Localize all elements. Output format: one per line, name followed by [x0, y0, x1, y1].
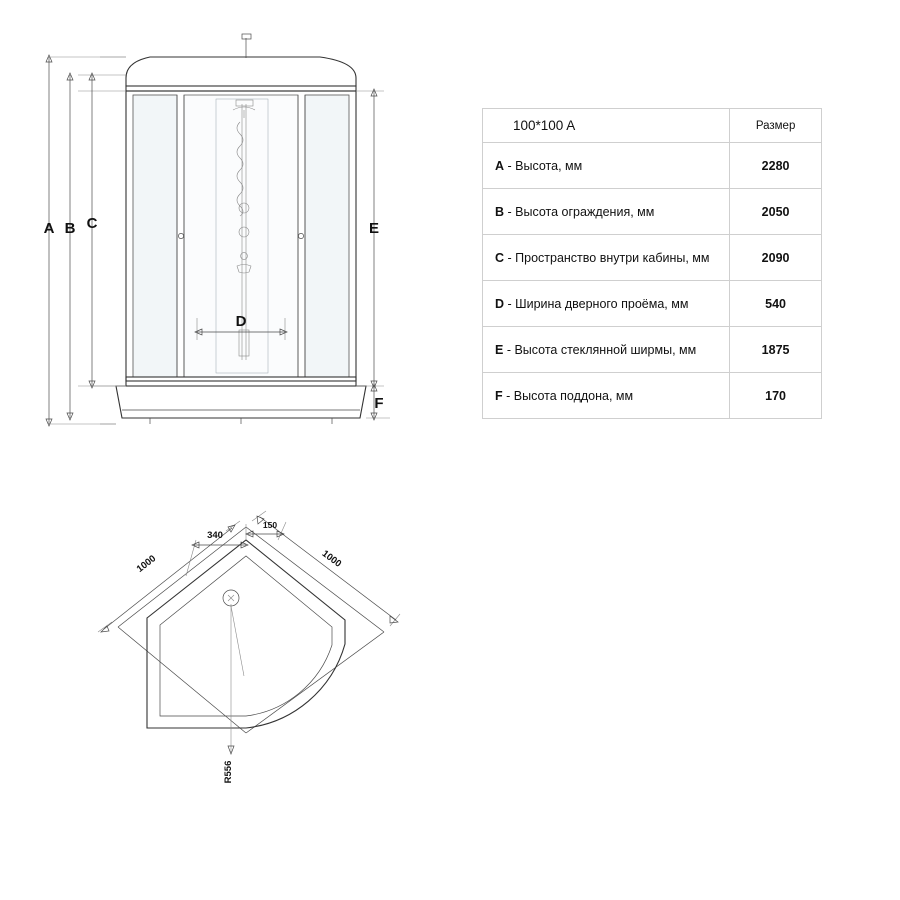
- table-row: [483, 189, 822, 235]
- plan-dim-340: 340: [207, 530, 223, 541]
- table-header-row: [483, 109, 822, 143]
- row-label: - Пространство внутри кабины, мм: [504, 250, 710, 265]
- elevation-dimensions-right: [356, 89, 390, 420]
- dim-label-a: A: [43, 220, 55, 237]
- table-header-size: Размер: [730, 109, 822, 143]
- table-header-model: 100*100 A: [483, 109, 730, 143]
- plan-view: [98, 511, 400, 783]
- table-cell-value: 540: [730, 281, 822, 327]
- row-key: A: [495, 158, 505, 173]
- row-label: - Высота стеклянной ширмы, мм: [503, 342, 697, 357]
- plan-dim-150: 150: [262, 520, 278, 530]
- row-key: E: [495, 342, 504, 357]
- row-key: C: [495, 250, 505, 265]
- plan-outer-boundary: [118, 527, 384, 733]
- elevation-view: [44, 34, 390, 426]
- dim-label-e: E: [368, 220, 380, 237]
- row-key: F: [495, 388, 503, 403]
- table-cell-label: [483, 189, 730, 235]
- door-handle-right: [298, 233, 303, 238]
- row-key: D: [495, 296, 505, 311]
- dim-label-d: D: [235, 313, 247, 330]
- plan-dim-radius: R556: [223, 760, 234, 784]
- cabin-elevation-body: [116, 34, 366, 424]
- row-label: - Высота поддона, мм: [502, 388, 634, 403]
- plan-tray-outline: [146, 538, 345, 728]
- elevation-dimensions-left: [43, 55, 126, 426]
- spec-table: [482, 108, 822, 419]
- table-cell-label: [483, 327, 730, 373]
- table-row: [483, 235, 822, 281]
- plan-dim-1000-right: 1000: [319, 548, 344, 570]
- plan-dim-1000-left: 1000: [134, 553, 159, 575]
- dim-label-c: C: [86, 215, 98, 232]
- row-label: - Высота, мм: [504, 158, 583, 173]
- row-key: B: [495, 204, 505, 219]
- row-label: - Ширина дверного проёма, мм: [504, 296, 689, 311]
- table-row: [483, 373, 822, 419]
- table-cell-value: 2090: [730, 235, 822, 281]
- door-handle-left: [178, 233, 183, 238]
- table-row: [483, 281, 822, 327]
- table-cell-label: [483, 235, 730, 281]
- dim-line-plan-left: [104, 528, 232, 629]
- table-cell-label: [483, 143, 730, 189]
- table-row: [483, 143, 822, 189]
- table-cell-value: 2280: [730, 143, 822, 189]
- table-row: [483, 327, 822, 373]
- table-cell-label: [483, 373, 730, 419]
- table-cell-value: 1875: [730, 327, 822, 373]
- dim-label-f: F: [374, 395, 384, 412]
- table-cell-value: 2050: [730, 189, 822, 235]
- table-cell-label: [483, 281, 730, 327]
- row-label: - Высота ограждения, мм: [504, 204, 655, 219]
- table-cell-value: 170: [730, 373, 822, 419]
- dim-label-b: B: [64, 220, 76, 237]
